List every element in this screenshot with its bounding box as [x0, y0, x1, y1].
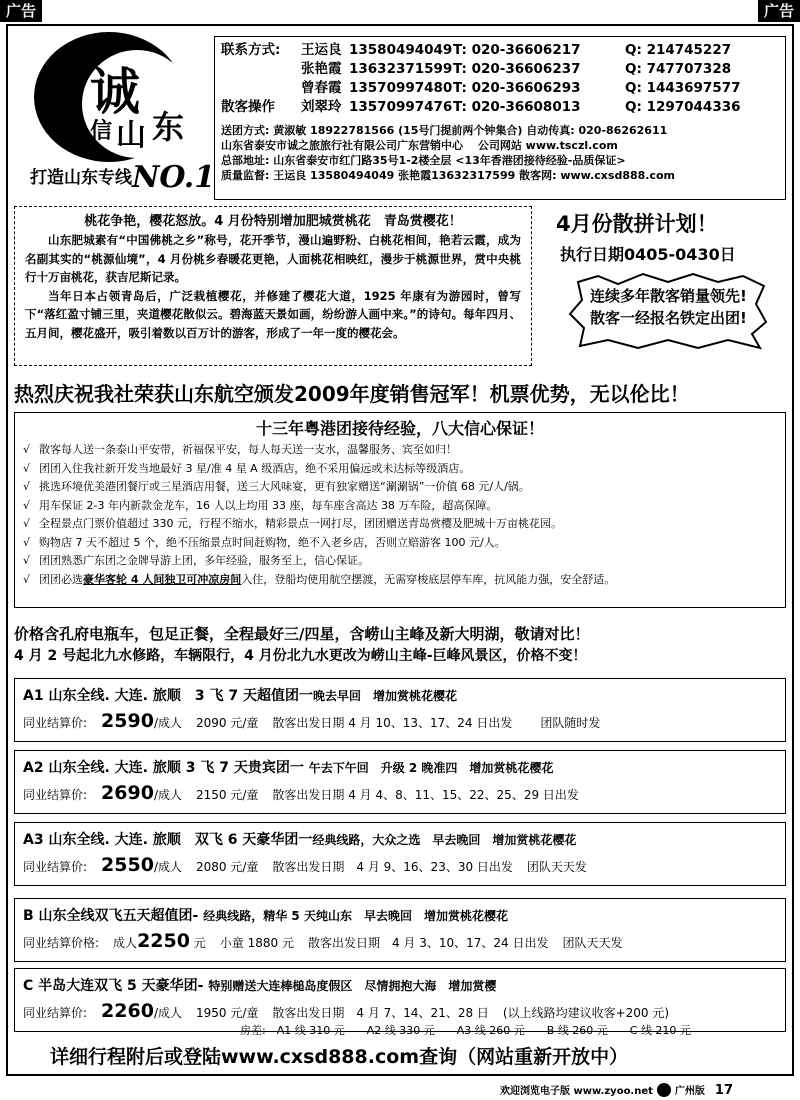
peach-title: 桃花争艳，樱花怒放。4 月份特别增加肥城赏桃花 青岛赏樱花！: [84, 214, 462, 229]
adult-unit: /成人: [153, 788, 182, 802]
tour-name: 山东全线双飞五天超值团-: [38, 908, 199, 924]
tour-sub: 特别赠送大连棒槌岛度假区 尽情拥抱大海 增加赏樱: [208, 979, 497, 993]
logo-char: 诚: [90, 62, 140, 121]
adult-unit: /成人: [153, 716, 182, 730]
tour-extra: 团队天天发: [526, 860, 587, 874]
price-label: 同业结算价:: [23, 860, 88, 874]
departure-dates: 散客出发日期 4 月 10、13、17、24 日出发: [272, 716, 513, 730]
tour-card-a1: [14, 678, 786, 742]
price-label: 同业结算价:: [23, 716, 88, 730]
adult-unit: 元: [193, 936, 206, 950]
check-icon: √: [23, 480, 31, 493]
footer-edition: 广州版: [674, 1086, 705, 1097]
check-icon: √: [23, 554, 31, 567]
contact-box: [214, 36, 786, 200]
guarantee-item: [23, 571, 777, 590]
guarantee-highlight: 豪华客轮 4 人间独卫可冲凉房间: [83, 572, 242, 586]
contact-tel: T: 020-36608013: [453, 99, 581, 115]
contact-row: [221, 79, 779, 98]
logo-slogan: [30, 160, 215, 195]
peach-paragraph: 当年日本占领青岛后，广泛栽植樱花，并修建了樱花大道，1925 年康有为游园时，曾写下“落红盈寸铺三里，夹道樱花散似云。碧海蓝天景如画，纷纷游人画中来。”的诗句。每年四月、五月间，樱花盛开，吸引着数以百万计的游客，形成了一年一度的樱花会。: [25, 288, 521, 340]
company-line: 山东省泰安市诚之旅旅行社有限公司广东营销中心 公司网站 www.tsczl.com: [221, 139, 618, 152]
tour-code: A2: [23, 760, 44, 776]
contact-row: [221, 41, 779, 60]
footer-cta: 详细行程附后或登陆www.cxsd888.com查询（网站重新开放中）: [50, 1046, 629, 1068]
page-footer: [500, 1082, 733, 1098]
tour-title: [23, 683, 777, 709]
tour-card-a3: [14, 822, 786, 886]
guarantee-text: 团团熟悉广东团之金牌导游上团，多年经验，服务至上，信心保证。: [39, 554, 369, 567]
guarantee-text: 用车保证 2-3 年内新款金龙车，16 人以上均用 33 座，每车座含高达 38 万车险，超高保障。: [39, 498, 498, 512]
burst-text: [590, 285, 747, 329]
logo-seal-icon: [657, 1083, 671, 1097]
contact-mobile: 13570997476: [349, 99, 453, 115]
tour-sub: 经典线路，大众之选 早去晚回 增加赏桃花樱花: [312, 833, 577, 847]
burst-line: 散客一经报名铁定出团!: [590, 309, 747, 327]
tour-extra: 团队天天发: [562, 936, 623, 950]
slogan-text: 打造山东专线: [30, 168, 132, 188]
tour-price-line: [23, 781, 777, 807]
guarantee-text: 入住，登船均使用航空摆渡，无需穿梭底层停车库，抗风能力强，安全舒适。: [241, 572, 616, 586]
tour-card-b: [14, 898, 786, 962]
guarantee-item: [23, 460, 777, 479]
logo-char: 信: [90, 118, 113, 144]
logo-char: 东: [152, 108, 185, 146]
departure-dates: 散客出发日期 4 月 9、16、23、30 日出发: [272, 860, 513, 874]
ad-label-left: 广告: [0, 0, 42, 22]
guarantee-text: 团团入住我社新开发当地最好 3 星/准 4 星 A 级酒店，绝不采用偏远或未达标等级酒店。: [39, 461, 471, 475]
guarantee-text: 购物店 7 天不超过 5 个，绝不压缩景点时间赶购物，绝不入老乡店，否则立赔游客 100 元/人。: [39, 535, 506, 549]
peach-paragraph: 山东肥城素有“中国佛桃之乡”称号，花开季节，漫山遍野粉、白桃花相间，艳若云霞，成为名副其实的“桃源仙境”，4 月份桃乡春暖花更艳，人面桃花相映红，漫步于桃源世界，赏中央桃行十万亩桃花，获吉尼斯记录。: [25, 233, 521, 284]
contact-qq: Q: 747707328: [625, 61, 732, 77]
departure-dates: 散客出发日期 4 月 3、10、17、24 日出发: [307, 936, 549, 950]
plan-title: 4月份散拼计划！: [556, 212, 718, 236]
tour-code: C: [23, 978, 34, 994]
tour-name: 山东全线. 大连. 旅顺 双飞 6 天豪华团一: [48, 832, 313, 848]
contact-row: [221, 98, 779, 117]
adult-price: 2690: [101, 782, 154, 804]
guarantee-box: [14, 412, 786, 608]
tour-name: 半岛大连双飞 5 天豪华团-: [38, 978, 204, 994]
tour-title: [23, 903, 777, 929]
contact-name: 曾春霞: [301, 80, 342, 96]
child-price: 2150 元/童: [195, 788, 259, 802]
route-change-note: 4 月 2 号起北九水修路，车辆限行，4 月份北九水更改为崂山主峰-巨峰风景区，价格不变！: [14, 648, 587, 664]
guarantee-text: 挑选环境优美港团餐厅或三星酒店用餐，送三大风味宴，更有独家赠送“涮涮锅”一价值 68 元/人/锅。: [39, 480, 530, 493]
tour-code: B: [23, 908, 34, 924]
tour-title: [23, 755, 777, 781]
slogan-no1: NO.1: [132, 160, 216, 195]
quality-line: 质量监督: 王运良 13580494049 张艳霞13632317599 散客网: www.cxsd888.com: [221, 169, 676, 182]
price-label: 同业结算价:: [23, 1006, 88, 1020]
tour-code: A1: [23, 688, 44, 704]
guarantee-item: [23, 441, 777, 460]
tour-price-line: [23, 709, 777, 735]
guarantee-item: [23, 534, 777, 553]
adult-unit: /成人: [153, 860, 182, 874]
tour-code: A3: [23, 832, 44, 848]
departure-dates: 散客出发日期 4 月 4、8、11、15、22、25、29 日出发: [272, 788, 579, 802]
contact-qq: Q: 1443697577: [625, 80, 741, 96]
tour-card-a2: [14, 750, 786, 814]
guarantee-item: [23, 478, 777, 497]
contact-name: 王运良: [301, 42, 342, 58]
tour-sub: 午去下午回 升级 2 晚准四 增加赏桃花樱花: [308, 761, 554, 775]
tour-price-line: [23, 929, 777, 955]
adult-price: 2590: [101, 710, 154, 732]
tour-sub: 晚去早回 增加赏桃花樱花: [312, 689, 457, 703]
price-note: 价格含孔府电瓶车，包足正餐，全程最好三/四星，含崂山主峰及新大明湖，敬请对比！: [14, 625, 590, 643]
page-number: 17: [714, 1083, 734, 1098]
tour-sub: 经典线路，精华 5 天纯山东 早去晚回 增加赏桃花樱花: [203, 909, 508, 923]
adult-price: 2250: [137, 930, 190, 952]
ad-label-right: 广告: [758, 0, 800, 22]
tour-name: 山东全线. 大连. 旅顺 3 飞 7 天贵宾团一: [48, 760, 304, 776]
check-icon: √: [23, 498, 31, 512]
contact-qq: Q: 1297044336: [625, 99, 741, 115]
tour-price-line: [23, 853, 777, 879]
child-price: 1950 元/童: [195, 1006, 259, 1020]
burst-line: 连续多年散客销量领先!: [590, 287, 747, 305]
check-icon: √: [23, 461, 31, 475]
contact-label: 联系方式:: [221, 42, 281, 58]
hq-line: 总部地址: 山东省泰安市红门路35号1-2楼全层 <13年香港团接待经验-品质保证>: [221, 154, 626, 167]
adult-unit: /成人: [153, 1006, 182, 1020]
guarantee-item: [23, 515, 777, 534]
contact-tel: T: 020-36606293: [453, 80, 581, 96]
tour-title: [23, 973, 777, 999]
guarantee-title: 十三年粤港团接待经验，八大信心保证！: [255, 419, 544, 438]
logo-char: 山: [116, 118, 146, 153]
tour-name: 山东全线. 大连. 旅顺 3 飞 7 天超值团一: [48, 688, 313, 704]
contact-mobile: 13580494049: [349, 42, 453, 58]
adult-prefix: 成人: [113, 936, 138, 950]
contact-mobile: 13570997480: [349, 80, 453, 96]
check-icon: √: [23, 517, 31, 530]
child-price: 2090 元/童: [195, 716, 259, 730]
footer-site: 欢迎浏览电子版 www.zyoo.net: [500, 1086, 653, 1097]
child-price: 2080 元/童: [195, 860, 259, 874]
departure-dates: 散客出发日期 4 月 7、14、21、28 日: [272, 1006, 489, 1020]
contact-qq: Q: 214745227: [625, 42, 732, 58]
adult-price: 2550: [101, 854, 154, 876]
guarantee-text: 散客每人送一条泰山平安带，祈福保平安，每人每天送一支水，温馨服务、宾至如归！: [39, 443, 457, 456]
check-icon: √: [23, 443, 31, 456]
delivery-line: 送团方式: 黄淑敏 18922781566 (15号门提前两个钟集合) 自动传真: 020-86262611: [221, 124, 668, 137]
adult-price: 2260: [101, 1000, 154, 1022]
check-icon: √: [23, 572, 31, 586]
headline-banner: 热烈庆祝我社荣获山东航空颁发2009年度销售冠军！机票优势，无以伦比！: [14, 382, 690, 406]
tour-title: [23, 827, 777, 853]
peach-section: [14, 206, 532, 366]
guarantee-item: [23, 497, 777, 516]
contact-name: 刘翠玲: [301, 99, 342, 115]
exec-dates: 执行日期0405-0430日: [560, 245, 736, 264]
tour-extra: (以上线路均建议收客+200 元): [502, 1006, 670, 1020]
price-label: 同业结算价:: [23, 788, 88, 802]
scatter-label: 散客操作: [221, 99, 275, 115]
guarantee-text: 团团必选: [39, 572, 83, 586]
contact-name: 张艳霞: [301, 61, 342, 77]
guarantee-item: [23, 552, 777, 571]
child-price: 小童 1880 元: [219, 936, 294, 950]
guarantee-text: 全程景点门票价值超过 330 元，行程不缩水，精彩景点一网打尽，团团赠送青岛赏樱及肥城十万亩桃花园。: [39, 517, 562, 530]
contact-row: [221, 60, 779, 79]
room-supplement: 房差: A1 线 310 元 A2 线 330 元 A3 线 260 元 B 线 260 元 C 线 210 元: [240, 1024, 691, 1037]
contact-tel: T: 020-36606237: [453, 61, 581, 77]
contact-mobile: 13632371599: [349, 61, 453, 77]
check-icon: √: [23, 535, 31, 549]
contact-tel: T: 020-36606217: [453, 42, 581, 58]
price-label: 同业结算价格:: [23, 936, 100, 950]
tour-extra: 团队随时发: [540, 716, 601, 730]
